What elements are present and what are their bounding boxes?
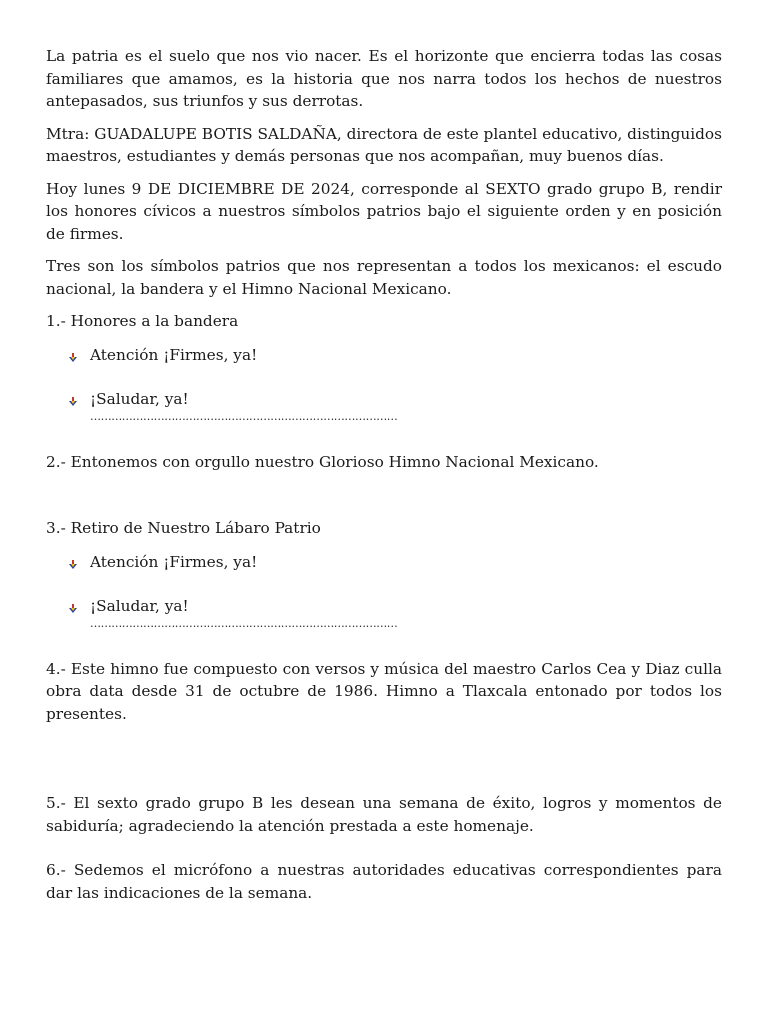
item5-text: 5.- El sexto grado grupo B les desean una semana de éxito, logros y momentos de sabiduría; agradeciendo la atención prestada a este homenaje. [46, 794, 722, 835]
item4-text: 4.- Este himno fue compuesto con versos y música del maestro Carlos Cea y Diaz culla obra data desde 31 de octubre de 1986. Himno a Tlaxcala entonado por todos los presentes. [46, 659, 722, 723]
arrow-bullet-icon [68, 353, 78, 363]
bullet-text: Atención ¡Firmes, ya! [90, 552, 258, 571]
arrow-bullet-icon [68, 560, 78, 570]
document-page [46, 45, 722, 904]
list-item [46, 388, 722, 411]
item6-text: 6.- Sedemos el micrófono a nuestras autoridades educativas correspondientes para dar las indicaciones de la semana. [46, 861, 722, 902]
item3-heading: 3.- Retiro de Nuestro Lábaro Patrio [46, 519, 321, 537]
date-paragraph: Hoy lunes 9 DE DICIEMBRE DE 2024, corresponde al SEXTO grado grupo B, rendir los honores cívicos a nuestros símbolos patrios bajo el siguiente orden y en posición de firmes. [46, 179, 722, 243]
arrow-bullet-icon [68, 604, 78, 614]
symbols-paragraph: Tres son los símbolos patrios que nos representan a todos los mexicanos: el escudo nacional, la bandera y el Himno Nacional Mexicano. [46, 257, 722, 298]
list-item [46, 344, 722, 367]
item2-text: 2.- Entonemos con orgullo nuestro Glorioso Himno Nacional Mexicano. [46, 452, 599, 471]
dotted-line: …………………………………………………………………………… [90, 410, 398, 423]
item1-heading: 1.- Honores a la bandera [46, 312, 239, 330]
dotted-line: …………………………………………………………………………… [90, 617, 398, 630]
greeting-paragraph: Mtra: GUADALUPE BOTIS SALDAÑA, directora de este plantel educativo, distinguidos maestros, estudiantes y demás personas que nos acompañan, muy buenos días. [46, 124, 722, 165]
bullet-text: ¡Saludar, ya! [90, 597, 189, 615]
intro-paragraph: La patria es el suelo que nos vio nacer. Es el horizonte que encierra todas las cosas familiares que amamos, es la historia que nos narra todos los hechos de nuestros antepasados, sus triunfos y sus derrotas. [46, 47, 722, 110]
list-item [46, 595, 722, 618]
arrow-bullet-icon [68, 397, 78, 407]
list-item [46, 551, 722, 574]
bullet-text: Atención ¡Firmes, ya! [90, 345, 258, 364]
bullet-text: ¡Saludar, ya! [90, 390, 189, 408]
